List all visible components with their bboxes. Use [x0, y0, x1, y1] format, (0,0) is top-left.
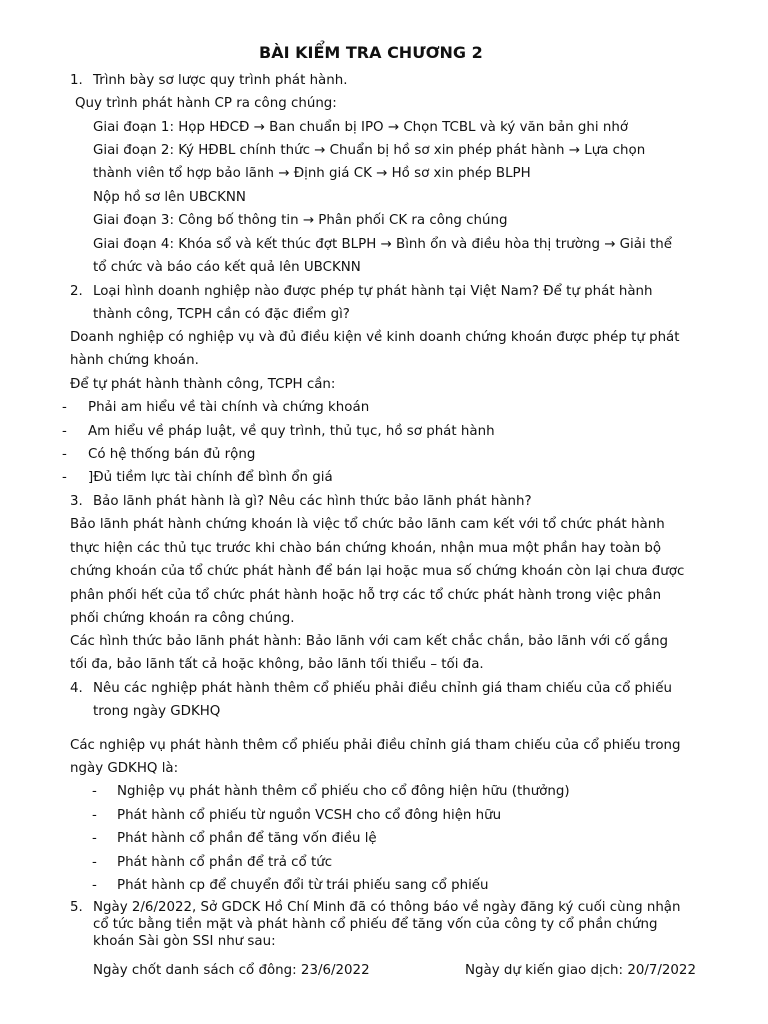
- q4-item-dash: -: [92, 808, 97, 823]
- q5-text-line-3: khoán Sài gòn SSI như sau:: [93, 934, 276, 949]
- q2-need-item: Am hiểu về pháp luật, về quy trình, thủ tục, hồ sơ phát hành: [88, 424, 495, 439]
- q3-definition-line: Bảo lãnh phát hành chứng khoán là việc tổ chức bảo lãnh cam kết với tổ chức phát hành: [70, 517, 665, 532]
- q2-question-line-1: Loại hình doanh nghiệp nào được phép tự phát hành tại Việt Nam? Để tự phát hành: [93, 284, 653, 299]
- q4-question-line-1: Nêu các nghiệp phát hành thêm cổ phiếu phải điều chỉnh giá tham chiếu của cổ phiếu: [93, 681, 672, 696]
- q4-answer-line-1: Các nghiệp vụ phát hành thêm cổ phiếu phải điều chỉnh giá tham chiếu của cổ phiếu trong: [70, 738, 681, 753]
- q1-stage-2-line-1: Giai đoạn 2: Ký HĐBL chính thức → Chuẩn bị hồ sơ xin phép phát hành → Lựa chọn: [93, 143, 646, 158]
- q2-needs-dash: -: [62, 424, 67, 439]
- q2-need-item: ]Đủ tiềm lực tài chính để bình ổn giá: [88, 470, 333, 485]
- q3-forms-line-1: Các hình thức bảo lãnh phát hành: Bảo lãnh với cam kết chắc chắn, bảo lãnh với cố gắng: [70, 634, 668, 649]
- q4-item-dash: -: [92, 855, 97, 870]
- q4-item-dash: -: [92, 784, 97, 799]
- q1-stage-2-line-3: Nộp hồ sơ lên UBCKNN: [93, 190, 246, 205]
- q1-number: 1.: [70, 73, 83, 88]
- q3-definition-line: phân phối hết của tổ chức phát hành hoặc hỗ trợ các tổ chức phát hành trong việc phân: [70, 588, 662, 603]
- q2-answer-line-2: hành chứng khoán.: [70, 353, 199, 368]
- q4-item: Phát hành cổ phiếu từ nguồn VCSH cho cổ đông hiện hữu: [117, 808, 502, 823]
- q1-stage-2-line-2: thành viên tổ hợp bảo lãnh → Định giá CK → Hồ sơ xin phép BLPH: [93, 166, 531, 181]
- q2-question-line-2: thành công, TCPH cần có đặc điểm gì?: [93, 307, 350, 322]
- q4-item: Phát hành cổ phần để trả cổ tức: [117, 855, 333, 870]
- q5-number: 5.: [70, 900, 83, 915]
- q3-definition-line: thực hiện các thủ tục trước khi chào bán chứng khoán, nhận mua một phần hay toàn bộ: [70, 541, 662, 556]
- document-title: BÀI KIỂM TRA CHƯƠNG 2: [259, 43, 483, 62]
- q4-answer-line-2: ngày GDKHQ là:: [70, 761, 179, 776]
- q2-need-item: Phải am hiểu về tài chính và chứng khoán: [88, 400, 370, 415]
- q5-trade-date: Ngày dự kiến giao dịch: 20/7/2022: [465, 963, 696, 978]
- q2-needs-dash: -: [62, 400, 67, 415]
- q2-needs-intro: Để tự phát hành thành công, TCPH cần:: [70, 377, 336, 392]
- q4-number: 4.: [70, 681, 83, 696]
- q1-stage-4-line-2: tổ chức và báo cáo kết quả lên UBCKNN: [93, 260, 361, 275]
- q4-item-dash: -: [92, 878, 97, 893]
- q1-intro: Quy trình phát hành CP ra công chúng:: [75, 96, 337, 111]
- q4-item-dash: -: [92, 831, 97, 846]
- q3-definition-line: phối chứng khoán ra công chúng.: [70, 611, 295, 626]
- q4-item: Phát hành cổ phần để tăng vốn điều lệ: [117, 831, 377, 846]
- q2-number: 2.: [70, 284, 83, 299]
- q1-stage-4-line-1: Giai đoạn 4: Khóa sổ và kết thúc đợt BLPH → Bình ổn và điều hòa thị trường → Giải thể: [93, 237, 672, 252]
- q3-definition-line: chứng khoán của tổ chức phát hành để bán lại hoặc mua số chứng khoán còn lại chưa được: [70, 564, 685, 579]
- q3-forms-line-2: tối đa, bảo lãnh tất cả hoặc không, bảo lãnh tối thiểu – tối đa.: [70, 657, 484, 672]
- q1-stage-3: Giai đoạn 3: Công bố thông tin → Phân phối CK ra công chúng: [93, 213, 508, 228]
- q4-question-line-2: trong ngày GDKHQ: [93, 704, 221, 719]
- q2-needs-dash: -: [62, 447, 67, 462]
- q3-question: Bảo lãnh phát hành là gì? Nêu các hình thức bảo lãnh phát hành?: [93, 494, 532, 509]
- q4-item: Nghiệp vụ phát hành thêm cổ phiếu cho cổ đông hiện hữu (thưởng): [117, 784, 570, 799]
- q1-question: Trình bày sơ lược quy trình phát hành.: [93, 73, 348, 88]
- q5-text-line-1: Ngày 2/6/2022, Sở GDCK Hồ Chí Minh đã có thông báo về ngày đăng ký cuối cùng nhận: [93, 900, 681, 915]
- q4-item: Phát hành cp để chuyển đổi từ trái phiếu sang cổ phiếu: [117, 878, 489, 893]
- q5-text-line-2: cổ tức bằng tiền mặt và phát hành cổ phiếu để tăng vốn của công ty cổ phần chứng: [93, 917, 658, 932]
- q1-stage-1: Giai đoạn 1: Họp HĐCĐ → Ban chuẩn bị IPO → Chọn TCBL và ký văn bản ghi nhớ: [93, 120, 629, 135]
- q2-need-item: Có hệ thống bán đủ rộng: [88, 447, 256, 462]
- q2-answer-line-1: Doanh nghiệp có nghiệp vụ và đủ điều kiện về kinh doanh chứng khoán được phép tự phát: [70, 330, 680, 345]
- q3-number: 3.: [70, 494, 83, 509]
- q2-needs-dash: -: [62, 470, 67, 485]
- q5-record-date: Ngày chốt danh sách cổ đông: 23/6/2022: [93, 963, 370, 978]
